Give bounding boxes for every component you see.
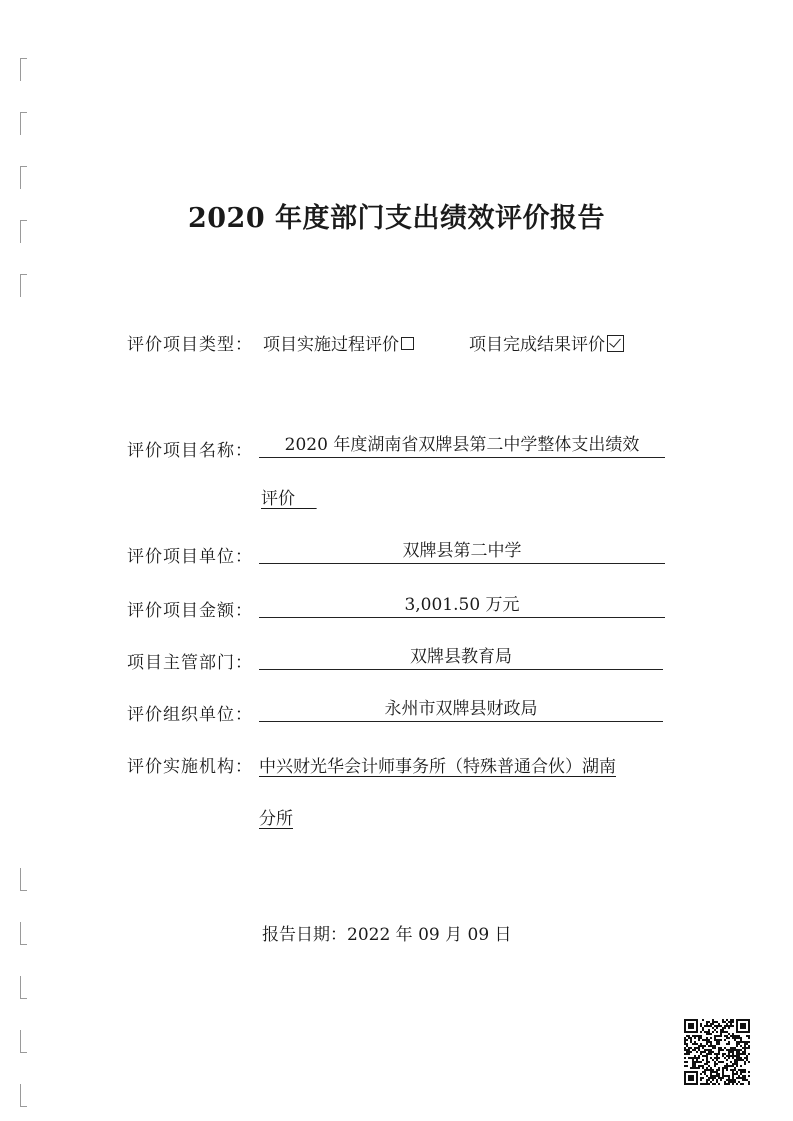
project-unit-value: 双牌县第二中学: [402, 541, 522, 561]
competent-dept-value: 双牌县教育局: [410, 647, 512, 667]
organizer-value: 永州市双牌县财政局: [384, 699, 538, 719]
implementer-line1: 中兴财光华会计师事务所（特殊普通合伙）湖南: [259, 757, 616, 777]
qr-code-icon: [684, 1019, 750, 1085]
unchecked-box-icon[interactable]: [401, 337, 414, 350]
evaluation-type-label: 评价项目类型：: [127, 335, 253, 355]
option-process-evaluation[interactable]: [263, 330, 414, 355]
report-date: 报告日期：2022 年 09 月 09 日: [262, 925, 512, 945]
evaluation-type-row: [127, 330, 667, 360]
implementer-row: [127, 752, 687, 832]
binding-mark: [20, 868, 27, 891]
report-title: 2020 年度部门支出绩效评价报告: [187, 203, 606, 234]
project-amount-row: [127, 596, 672, 626]
organizer-row: [127, 700, 672, 730]
project-name-line2-wrap: [261, 484, 317, 509]
checked-box-icon[interactable]: [607, 335, 624, 352]
competent-dept-label: 项目主管部门：: [127, 653, 253, 673]
competent-dept-field: [259, 645, 663, 670]
binding-mark: [20, 1030, 27, 1053]
binding-mark: [20, 922, 27, 945]
binding-mark: [20, 166, 27, 189]
project-name-line1: 2020 年度湖南省双牌县第二中学整体支出绩效: [284, 435, 640, 455]
project-amount-label: 评价项目金额：: [127, 601, 253, 621]
competent-dept-row: [127, 648, 672, 678]
binding-mark: [20, 58, 27, 81]
binding-mark: [20, 976, 27, 999]
option-process-label: 项目实施过程评价: [263, 335, 399, 355]
project-name-label: 评价项目名称：: [127, 441, 253, 461]
project-amount-value: 3,001.50 万元: [404, 595, 520, 615]
binding-mark: [20, 1084, 27, 1107]
option-result-label: 项目完成结果评价: [469, 335, 605, 355]
project-name-field: [259, 433, 665, 458]
implementer-line2: 分所: [259, 809, 293, 829]
project-unit-row: [127, 542, 672, 572]
implementer-label: 评价实施机构：: [127, 757, 253, 777]
binding-mark: [20, 112, 27, 135]
implementer-line1-wrap: [259, 752, 616, 777]
organizer-field: [259, 697, 663, 722]
project-name-row: [127, 436, 672, 516]
binding-mark: [20, 274, 27, 297]
project-amount-field: [259, 593, 665, 618]
project-unit-label: 评价项目单位：: [127, 547, 253, 567]
project-unit-field: [259, 539, 665, 564]
option-result-evaluation[interactable]: [469, 330, 624, 355]
implementer-line2-wrap: [259, 804, 293, 829]
organizer-label: 评价组织单位：: [127, 705, 253, 725]
project-name-line2: 评价: [261, 489, 295, 509]
